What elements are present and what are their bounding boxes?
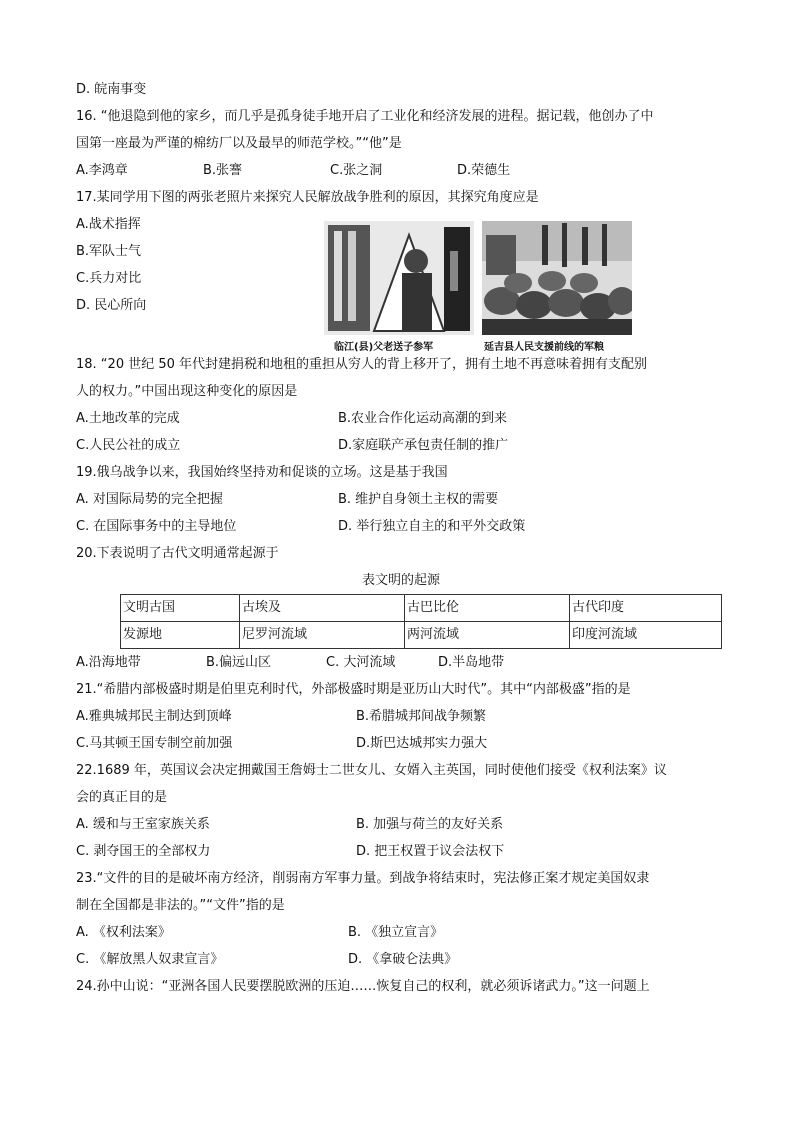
q22-option-d[interactable]: D. 把王权置于议会法权下: [356, 844, 505, 859]
q16-stem-line1: 16. “他退隐到他的家乡，而几乎是孤身徒手地开启了工业化和经济发展的进程。据记载，他创办了中: [76, 109, 654, 124]
q19-option-b[interactable]: B. 维护自身领土主权的需要: [338, 492, 499, 507]
q23-options-row1: [76, 919, 726, 946]
q21-options-row1: [76, 703, 726, 730]
q20-table-title: 表文明的起源: [361, 573, 440, 588]
q18-options-row1: [76, 405, 726, 432]
q21-option-c[interactable]: C.马其顿王国专制空前加强: [76, 736, 233, 751]
q19-options-row2: [76, 513, 726, 540]
q15-option-d: D. 皖南事变: [76, 82, 147, 97]
q20-option-d[interactable]: D.半岛地带: [438, 655, 505, 670]
table-cell: 尼罗河流域: [240, 622, 405, 649]
q19-stem: 19.俄乌战争以来，我国始终坚持劝和促谈的立场。这是基于我国: [76, 465, 448, 480]
q21-option-d[interactable]: D.斯巴达城邦实力强大: [356, 736, 488, 751]
table-row: [121, 595, 722, 622]
photo-caption-left: 临江(县)父老送子参军: [334, 342, 434, 353]
q16-option-c[interactable]: C.张之洞: [330, 163, 383, 178]
q22-stem-line1: 22.1689 年，英国议会决定拥戴国王詹姆士二世女儿、女婿入主英国，同时使他们接受《权利法案》议: [76, 763, 667, 778]
q19-option-a[interactable]: A. 对国际局势的完全把握: [76, 492, 223, 507]
q19-options-row1: [76, 486, 726, 513]
photo-send-sons-to-army: [324, 221, 474, 335]
q22-option-b[interactable]: B. 加强与荷兰的友好关系: [356, 817, 504, 832]
q20-option-a[interactable]: A.沿海地带: [76, 655, 141, 670]
q23-option-c[interactable]: C. 《解放黑人奴隶宣言》: [76, 952, 224, 967]
table-cell: 文明古国: [121, 595, 240, 622]
q21-stem: 21.“希腊内部极盛时期是伯里克利时代，外部极盛时期是亚历山大时代”。其中“内部极盛”指的是: [76, 682, 631, 697]
q19-option-d[interactable]: D. 举行独立自主的和平外交政策: [338, 519, 526, 534]
q17-option-d[interactable]: D. 民心所向: [76, 298, 147, 313]
q21-option-a[interactable]: A.雅典城邦民主制达到顶峰: [76, 709, 232, 724]
q22-stem-line2: 会的真正目的是: [76, 790, 168, 805]
q23-stem-line2: 制在全国都是非法的。”“文件”指的是: [76, 898, 285, 913]
q18-options-row2: [76, 432, 726, 459]
q21-options-row2: [76, 730, 726, 757]
civilization-origin-table: [120, 594, 722, 649]
q18-stem-line1: 18. “20 世纪 50 年代封建捐税和地租的重担从穷人的背上移开了，拥有土地不再意味着拥有支配别: [76, 357, 648, 372]
exam-page: [76, 76, 726, 1000]
q18-option-b[interactable]: B.农业合作化运动高潮的到来: [338, 411, 508, 426]
q23-stem-line1: 23.“文件的目的是破坏南方经济，削弱南方军事力量。到战争将结束时，宪法修正案才规定美国奴隶: [76, 871, 650, 886]
photo-caption-right: 延吉县人民支援前线的军粮: [484, 342, 604, 353]
q22-options-row1: [76, 811, 726, 838]
q17-option-c[interactable]: C.兵力对比: [76, 271, 142, 286]
q16-stem-line2: 国第一座最为严谨的棉纺厂以及最早的师范学校。”“他”是: [76, 136, 402, 151]
q18-stem-line2: 人的权力。”中国出现这种变化的原因是: [76, 384, 298, 399]
q23-option-b[interactable]: B. 《独立宣言》: [348, 925, 444, 940]
q17-body: [76, 211, 726, 351]
table-cell: 古巴比伦: [405, 595, 570, 622]
q17-options: [76, 211, 146, 319]
q18-option-a[interactable]: A.土地改革的完成: [76, 411, 180, 426]
q22-option-a[interactable]: A. 缓和与王室家族关系: [76, 817, 210, 832]
table-cell: 古代印度: [570, 595, 722, 622]
q20-options: [76, 649, 726, 676]
q19-option-c[interactable]: C. 在国际事务中的主导地位: [76, 519, 237, 534]
table-cell: 古埃及: [240, 595, 405, 622]
q20-option-b[interactable]: B.偏远山区: [206, 655, 272, 670]
q20-option-c[interactable]: C. 大河流域: [326, 655, 396, 670]
q17-stem: 17.某同学用下图的两张老照片来探究人民解放战争胜利的原因，其探究角度应是: [76, 190, 539, 205]
q22-option-c[interactable]: C. 剥夺国王的全部权力: [76, 844, 211, 859]
q23-options-row2: [76, 946, 726, 973]
q23-option-d[interactable]: D. 《拿破仑法典》: [348, 952, 458, 967]
table-cell: 印度河流域: [570, 622, 722, 649]
table-row: [121, 622, 722, 649]
q17-option-a[interactable]: A.战术指挥: [76, 217, 141, 232]
table-cell: 发源地: [121, 622, 240, 649]
q17-option-b[interactable]: B.军队士气: [76, 244, 142, 259]
q21-option-b[interactable]: B.希腊城邦间战争频繁: [356, 709, 487, 724]
q20-stem: 20.下表说明了古代文明通常起源于: [76, 546, 279, 561]
q18-option-d[interactable]: D.家庭联产承包责任制的推广: [338, 438, 509, 453]
q16-options: [76, 157, 726, 184]
q24-stem-line1: 24.孙中山说：“亚洲各国人民要摆脱欧洲的压迫……恢复自己的权利，就必须诉诸武力。”这一问题上: [76, 979, 650, 994]
q22-options-row2: [76, 838, 726, 865]
q16-option-a[interactable]: A.李鸿章: [76, 163, 128, 178]
q23-option-a[interactable]: A. 《权利法案》: [76, 925, 171, 940]
q18-option-c[interactable]: C.人民公社的成立: [76, 438, 181, 453]
q16-option-d[interactable]: D.荣德生: [457, 163, 511, 178]
photo-support-front-grain: [482, 221, 632, 335]
table-cell: 两河流域: [405, 622, 570, 649]
q16-option-b[interactable]: B.张謇: [203, 163, 243, 178]
